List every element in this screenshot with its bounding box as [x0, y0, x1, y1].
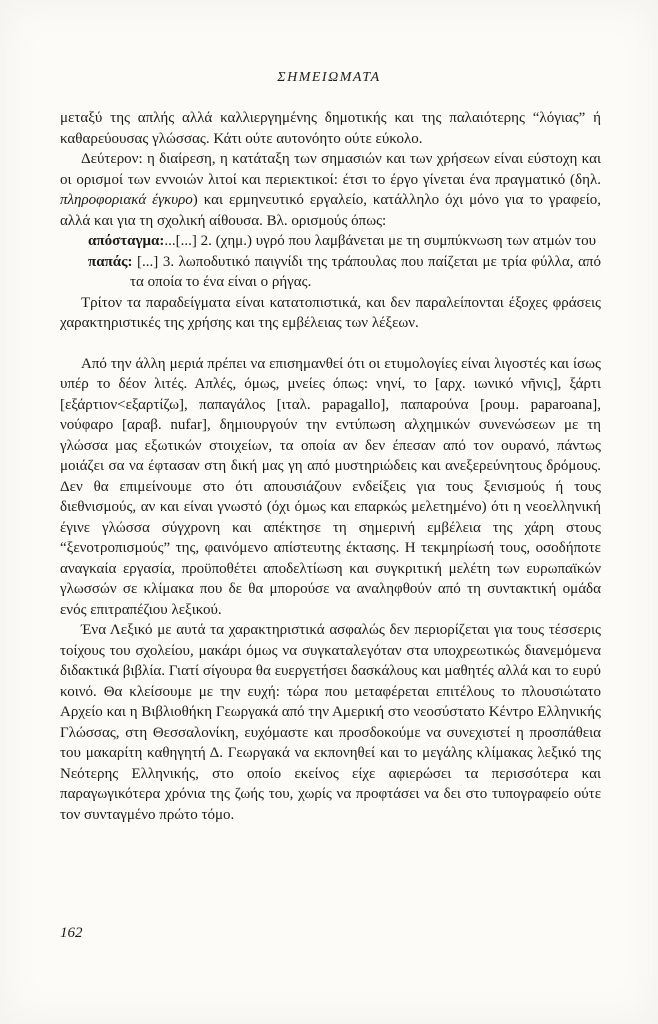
- paragraph-third-point: Τρίτον τα παραδείγματα είναι κατατοπιστικά, και δεν παραλείπονται έξοχες φράσεις χαρακτηριστικές της χρήσης και της εμβέλειας των λέξεων.: [60, 294, 601, 331]
- paragraph-second-point: [60, 149, 601, 231]
- italic-phrase: πληροφοριακά έγκυρο: [60, 192, 193, 208]
- paragraph-text: Δεύτερον: η διαίρεση, η κατάταξη των σημασιών και των χρήσεων είναι εύστοχη και οι ορισμοί των εννοιών λιτοί και περιεκτικοί: έτσι το έργο γίνεται ένα πραγματικό (δηλ.: [60, 151, 601, 188]
- running-head: ΣΗΜΕΙΩΜΑΤΑ: [277, 70, 381, 85]
- entry-definition: ...[...] 2. (χημ.) υγρό που λαμβάνεται με τη συμπύκνωση των ατμών του: [164, 233, 597, 249]
- dictionary-entry: [88, 231, 601, 252]
- page-number: 162: [60, 925, 83, 941]
- page-body: [60, 108, 601, 825]
- paragraph-continuation: μεταξύ της απλής αλλά καλλιεργημένης δημοτικής και της παλαιότερης “λόγιας” ή καθαρεύουσας γλώσσας. Κάτι ούτε αυτονόητο ούτε εύκολο.: [60, 110, 601, 147]
- dictionary-entry: [88, 252, 601, 293]
- paragraph-text: ) και ερμηνευτικό εργαλείο, κατάλληλο όχι μόνο για το γραφείο, αλλά και για τη σχολική αίθουσα. Βλ. ορισμούς όπως:: [60, 192, 601, 229]
- paragraph-closing: Ένα Λεξικό με αυτά τα χαρακτηριστικά ασφαλώς δεν περιορίζεται για τους τέσσερις τοίχους του σχολείου, μακάρι όμως να συγκαταλεγόταν στα υποχρεωτικώς διανεμόμενα διδακτικά βιβλία. Γιατί σίγουρα θα ευεργετήσει δασκάλους και μαθητές αλλά και το ευρύ κοινό. Θα κλείσουμε με την ευχή: τώρα που μεταφέρεται επιτέλους το πλουσιώτατο Αρχείο και η Βιβλιοθήκη Γεωργακά από την Αμερική στο νεοσύστατο Κέντρο Ελληνικής Γλώσσας, στη Θεσσαλονίκη, ευχόμαστε και προσδοκούμε να συνεχιστεί η προσπάθεια του μακαρίτη καθηγητή Δ. Γεωργακά να εκπονηθεί και το μεγάλης κλίμακας λεξικό της Νεότερης Ελληνικής, στο οποίο εκείνος είχε αφιερώσει τα περισσότερα και παραγωγικότερα χρόνια της ζωής του, χωρίς να προφτάσει να δει στο τυπογραφείο ούτε τον συνταγμένο πρώτο τόμο.: [60, 622, 601, 823]
- paragraph-etymologies: Από την άλλη μεριά πρέπει να επισημανθεί ότι οι ετυμολογίες είναι λιγοστές και ίσως υπέρ το δέον λιτές. Απλές, όμως, μνείες όπως: νηνί, το [αρχ. ιωνικό νῆνις], ξάρτι [εξάρτιον<εξαρτίζω], παπαγάλος [ιταλ. papagallo], παπαρούνα [ρουμ. paparoana], νούφαρο [αραβ. nufar], δημιουργούν την εντύπωση αλχημικών συνενώσεων με τη γλώσσα μας εξωτικών στοιχείων, τα οποία αν δεν έπεσαν από τον ουρανό, πάντως μοιάζει σα να έφτασαν στη δική μας γη από μυστηριώδεις και ανεξερεύνητους δρόμους. Δεν θα επιμείνουμε στο ότι απουσιάζουν ενδείξεις για τους ξενισμούς ή τους διεθνισμούς, αν και είναι γνωστό (όχι όμως και επαρκώς μελετημένο) ότι η νεοελληνική έγινε γλώσσα σύγχρονη και απέκτησε τη σημερινή εμβέλεια της χάρη στους “ξενοτροπισμούς” της, φαινόμενο απίστευτης έκτασης. Η τεκμηρίωσή τους, οσοδήποτε αναγκαία εργασία, προϋποθέτει αποδελτίωση και συγκριτική μελέτη των ευρωπαϊκών γλωσσών σε κλίμακα που δε θα μπορούσε να αναληφθούν από τη συντακτική ομάδα ενός επιτραπέζιου λεξικού.: [60, 355, 601, 618]
- entry-headword: παπάς:: [88, 253, 133, 270]
- entry-headword: απόσταγμα:: [88, 233, 165, 249]
- entry-definition: [...] 3. λωποδυτικό παιγνίδι της τράπουλας που παίζεται με τρία φύλλα, από τα οποία το ένα είναι ο ρήγας.: [130, 253, 601, 290]
